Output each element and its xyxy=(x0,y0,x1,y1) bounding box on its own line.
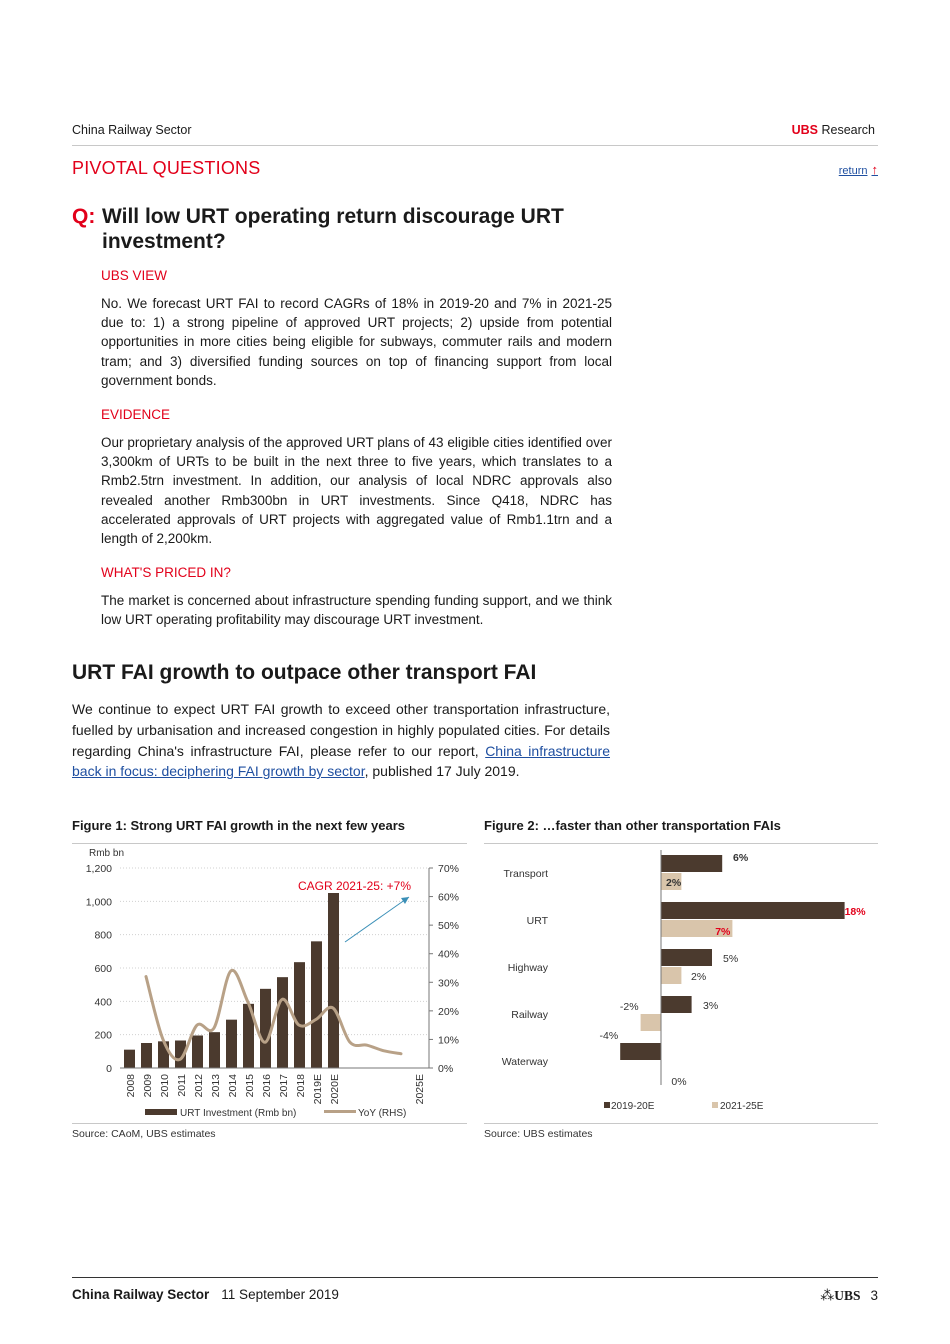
fig1-xtick: 2020E xyxy=(329,1074,341,1105)
fig1-ytick: 1,200 xyxy=(85,863,112,875)
fig1-bar xyxy=(260,989,271,1068)
fig2-category: URT xyxy=(526,915,548,927)
fig1-bar xyxy=(192,1036,203,1069)
fig1-ytick: 0 xyxy=(106,1063,112,1075)
fig1-bar xyxy=(328,893,339,1068)
brand-ubs: UBS xyxy=(791,123,819,137)
fig2-bar xyxy=(661,902,845,919)
fig2-category: Highway xyxy=(507,962,548,974)
fig1-xtick: 2018 xyxy=(295,1074,307,1098)
figure2-chart xyxy=(484,845,878,1123)
fig1-gridlines xyxy=(120,868,429,1068)
fig1-ytick: 1,000 xyxy=(85,896,112,909)
return-link-text[interactable]: return xyxy=(838,165,868,177)
fig2-labels xyxy=(502,852,867,1088)
question-text: Will low URT operating return discourage URT investment? xyxy=(102,205,564,253)
section-heading: URT FAI growth to outpace other transport FAI xyxy=(72,661,537,684)
fig1-xtick: 2019E xyxy=(312,1074,324,1105)
fig1-ytick: 600 xyxy=(94,963,112,975)
footer-date: 11 September 2019 xyxy=(221,1287,339,1302)
figure2-bottom-rule xyxy=(484,1123,878,1124)
fig1-ylabel: Rmb bn xyxy=(89,848,125,859)
fig2-legend-2019-swatch xyxy=(604,1102,610,1108)
fig2-category: Railway xyxy=(511,1009,548,1021)
report-link[interactable]: China infrastructure back in focus: deciphering FAI growth by sector xyxy=(72,742,610,780)
fig1-y2tick: 60% xyxy=(438,891,460,904)
footer-left xyxy=(72,1287,339,1302)
evidence-text: Our proprietary analysis of the approved URT plans of 43 eligible cities identified over 3,300km of URTs to be built in the next three to five years, which translates to a Rmb2.5trn investment. In addition, our analysis of local NDRC approvals also revealed another Rmb300bn in URT investments. Since Q418, NDRC has accelerated approvals of URT projects with aggregated value of Rmb1.1trn and a length of 2,200km. xyxy=(101,435,612,547)
priced-in-label: WHAT'S PRICED IN? xyxy=(101,565,231,580)
fig1-y2tick: 70% xyxy=(438,863,460,875)
figure2-title: Figure 2: …faster than other transportation FAIs xyxy=(484,818,781,833)
fig1-xtick: 2016 xyxy=(261,1074,273,1098)
fig2-category: Transport xyxy=(503,868,548,880)
fig1-annotation: CAGR 2021-25: +7% xyxy=(297,879,411,893)
fig1-y2tick: 20% xyxy=(438,1005,460,1018)
fig2-value-label: 18% xyxy=(844,906,866,918)
ubs-view-label: UBS VIEW xyxy=(101,268,168,283)
fig1-xtick: 2012 xyxy=(193,1074,205,1098)
footer-right xyxy=(820,1287,878,1304)
fig2-bar xyxy=(641,1014,661,1031)
page-number: 3 xyxy=(870,1288,878,1303)
fig1-bars xyxy=(124,893,339,1068)
evidence-label: EVIDENCE xyxy=(101,407,171,422)
fig1-xtick: 2015 xyxy=(244,1074,256,1098)
fig1-xtick: 2011 xyxy=(176,1074,188,1097)
fig2-value-label: 7% xyxy=(715,926,731,938)
fig1-xtick: 2017 xyxy=(278,1074,290,1098)
fig1-y2tick: 30% xyxy=(438,977,460,990)
fig1-xtick: 2010 xyxy=(159,1074,171,1098)
fig1-bar xyxy=(124,1050,135,1068)
fig2-legend-2019: 2019-20E xyxy=(611,1101,655,1112)
fig1-annotation-arrow xyxy=(345,897,409,942)
figure1-source: Source: CAoM, UBS estimates xyxy=(72,1128,216,1140)
fig2-value-label: 0% xyxy=(671,1076,687,1088)
fig1-legend-line-swatch xyxy=(324,1110,356,1113)
fig1-xtick: 2009 xyxy=(142,1074,154,1098)
footer-title: China Railway Sector xyxy=(72,1287,210,1302)
figure1-title: Figure 1: Strong URT FAI growth in the next few years xyxy=(72,818,405,833)
fig2-bar xyxy=(661,949,712,966)
fig2-bar xyxy=(661,967,681,984)
fig2-value-label: 6% xyxy=(733,852,749,864)
fig1-legend-line: YoY (RHS) xyxy=(358,1108,407,1119)
figure1-top-rule xyxy=(72,843,467,844)
fig2-legend-2021: 2021-25E xyxy=(720,1101,764,1112)
fig1-bar xyxy=(158,1041,169,1068)
fig1-y2tick: 40% xyxy=(438,948,460,961)
fig1-xtick: 2025E xyxy=(414,1074,426,1105)
section-body xyxy=(72,699,610,782)
figure2-source: Source: UBS estimates xyxy=(484,1128,593,1140)
return-link[interactable] xyxy=(839,162,878,177)
fig2-value-label: -4% xyxy=(599,1030,619,1042)
running-header-brand xyxy=(792,123,875,137)
fig2-bar xyxy=(620,1043,661,1060)
fig1-ytick: 200 xyxy=(94,1029,112,1042)
fig1-y2tick: 10% xyxy=(438,1034,460,1047)
fig1-ytick: 400 xyxy=(94,996,112,1009)
fig1-xtick: 2008 xyxy=(125,1074,137,1098)
fig1-legend-bar: URT Investment (Rmb bn) xyxy=(180,1108,297,1119)
fig1-bar xyxy=(277,977,288,1068)
fig2-bar xyxy=(661,996,692,1013)
fig2-category: Waterway xyxy=(501,1056,548,1068)
figure1-chart xyxy=(72,845,467,1123)
ubs-keys-icon: ⁂ xyxy=(820,1287,835,1303)
fig2-legend-2021-swatch xyxy=(712,1102,718,1108)
fig1-bar xyxy=(294,962,305,1068)
fig2-value-label: -2% xyxy=(619,1001,639,1013)
fig1-legend-bar-swatch xyxy=(145,1109,177,1115)
arrow-up-icon[interactable]: ↑ xyxy=(871,162,878,177)
fig1-xtick: 2014 xyxy=(227,1074,239,1098)
footer-logo: UBS xyxy=(834,1288,861,1303)
fig2-value-label: 5% xyxy=(723,953,739,965)
section-body-text: We continue to expect URT FAI growth to exceed other transportation infrastructure, fuelled by urbanisation and increased congestion in highly populated cities. For details regarding China's infrastructure FAI, please refer to our report, xyxy=(72,701,610,759)
question-title xyxy=(72,204,612,254)
figure1-bottom-rule xyxy=(72,1123,467,1124)
fig1-bar xyxy=(141,1043,152,1068)
fig2-value-label: 3% xyxy=(703,1000,719,1012)
question-mark: Q: xyxy=(72,205,96,228)
fig1-bar xyxy=(226,1020,237,1068)
fig1-bar xyxy=(209,1032,220,1068)
fig1-annotation-arrowhead xyxy=(401,897,409,904)
figure2-top-rule xyxy=(484,843,878,844)
ubs-view-text: No. We forecast URT FAI to record CAGRs of 18% in 2019-20 and 7% in 2021-25 due to: 1) a strong pipeline of approved URT projects; 2) upside from potential opportunities in more cities being eligible for subways, commuter rails and modern tram; and 3) diversified funding sources on top of financing support from local government bonds. xyxy=(101,296,612,388)
section-body-end: , published 17 July 2019. xyxy=(364,763,520,780)
fig2-bar xyxy=(661,855,722,872)
footer-divider xyxy=(72,1277,878,1278)
header-divider xyxy=(72,145,878,146)
section-label: PIVOTAL QUESTIONS xyxy=(72,158,261,178)
fig2-value-label: 2% xyxy=(691,971,707,983)
fig2-value-label: 2% xyxy=(666,877,682,889)
brand-research: Research xyxy=(818,123,875,137)
fig1-xtick: 2013 xyxy=(210,1074,222,1098)
fig1-y2tick: 0% xyxy=(438,1063,454,1075)
priced-in-text: The market is concerned about infrastructure spending funding support, and we think low URT operating profitability may discourage URT investment. xyxy=(101,593,612,628)
running-header-title: China Railway Sector xyxy=(72,123,192,137)
fig1-y2tick: 50% xyxy=(438,920,460,933)
fig1-ytick: 800 xyxy=(94,929,112,942)
fig1-bar xyxy=(311,941,322,1068)
